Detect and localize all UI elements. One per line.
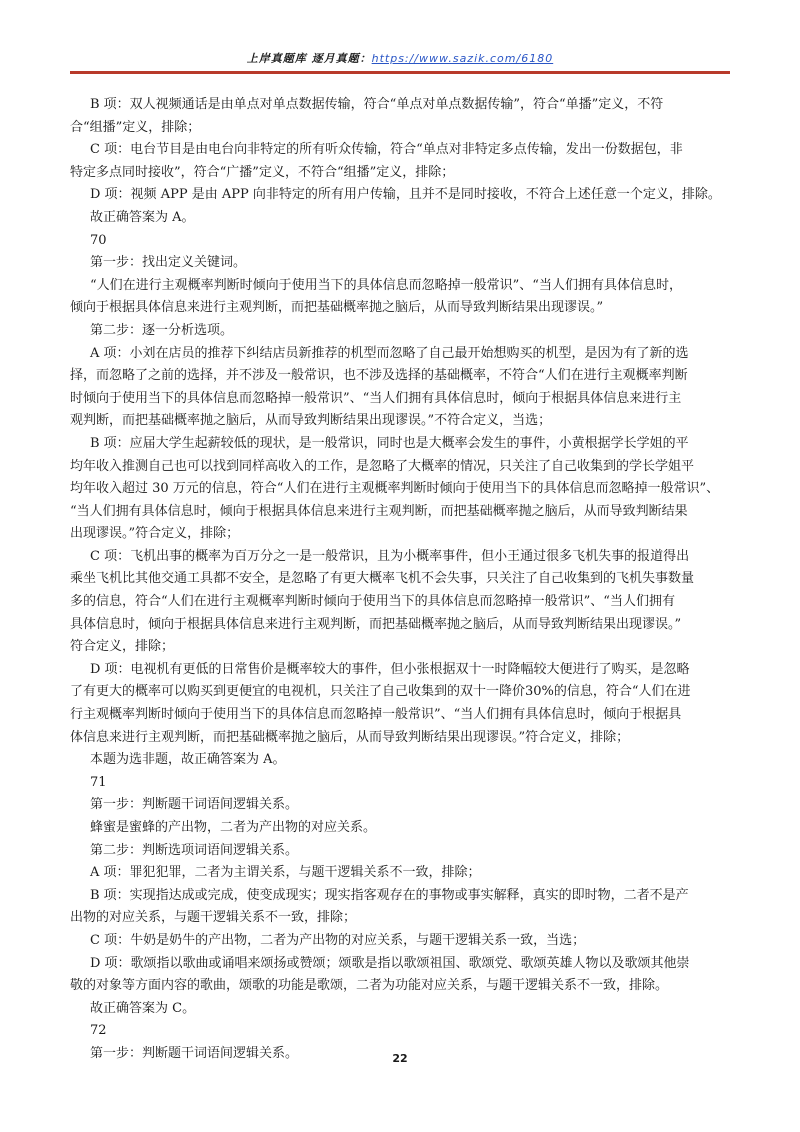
text-line: B 项：应届大学生起薪较低的现状，是一般常识，同时也是大概率会发生的事件，小黄根据学长学姐的平 <box>90 435 689 451</box>
text-line: D 项：电视机有更低的日常售价是概率较大的事件，但小张根据双十一时降幅较大便进行了购买，是忽略 <box>90 661 690 677</box>
text-line: “当人们拥有具体信息时，倾向于根据具体信息来进行主观判断，而把基础概率抛之脑后，从而导致判断结果 <box>70 503 688 519</box>
text-line: 蜂蜜是蜜蜂的产出物，二者为产出物的对应关系。 <box>90 820 377 835</box>
text-line: 敬的对象等方面内容的歌曲，颂歌的功能是歌颂，二者为功能对应关系，与题干逻辑关系不一致，排除。 <box>70 978 669 994</box>
text-line: 出现谬误。”符合定义，排除； <box>70 526 240 542</box>
text-line: 第一步：找出定义关键词。 <box>90 255 247 271</box>
text-line: 符合定义，排除； <box>70 639 175 655</box>
text-line: 了有更大的概率可以购买到更便宜的电视机，只关注了自己收集到的双十一降价30%的信息，符合“人们在进 <box>70 684 691 700</box>
text-line: B 项：双人视频通话是由单点对单点数据传输，符合“单点对单点数据传输”，符合“单播”定义，不符 <box>90 97 664 112</box>
text-line: C 项：飞机出事的概率为百万分之一是一般常识，且为小概率事件，但小王通过很多飞机失事的报道得出 <box>90 548 690 564</box>
text-line: 行主观概率判断时倾向于使用当下的具体信息而忽略掉一般常识”、“当人们拥有具体信息时，倾向于根据具 <box>70 707 682 723</box>
text-line: 择，而忽略了之前的选择，并不涉及一般常识，也不涉及选择的基础概率，不符合“人们在进行主观概率判断 <box>70 368 688 384</box>
text-line: A 项：罪犯犯罪，二者为主谓关系，与题干逻辑关系不一致，排除； <box>90 865 481 881</box>
text-line: 乘坐飞机比其他交通工具都不安全，是忽略了有更大概率飞机不会失事，只关注了自己收集到的飞机失事数量 <box>70 571 695 587</box>
text-line: 均年收入超过 30 万元的信息，符合“人们在进行主观概率判断时倾向于使用当下的具体信息而忽略掉一般常识”、 <box>70 481 720 497</box>
text-line: 体信息来进行主观判断，而把基础概率抛之脑后，从而导致判断结果出现谬误。”符合定义，排除； <box>70 729 630 745</box>
text-line: 均年收入推测自己也可以找到同样高收入的工作，是忽略了大概率的情况，只关注了自己收集到的学长学姐平 <box>70 458 695 474</box>
page-header <box>0 50 800 66</box>
text-line: D 项：视频 APP 是由 APP 向非特定的所有用户传输，且并不是同时接收，不符合上述任意一个定义，排除。 <box>90 187 721 203</box>
text-line: 故正确答案为 C。 <box>90 1000 196 1016</box>
text-line: 出物的对应关系，与题干逻辑关系不一致，排除； <box>70 910 357 926</box>
text-line: 故正确答案为 A。 <box>90 209 195 225</box>
text-line: 观判断，而把基础概率抛之脑后，从而导致判断结果出现谬误。”不符合定义，当选； <box>70 413 552 429</box>
document-body <box>70 94 730 1066</box>
text-line: C 项：电台节目是由电台向非特定的所有听众传输，符合“单点对非特定多点传输，发出一份数据包，非 <box>90 142 683 158</box>
header-divider <box>70 71 730 74</box>
text-line: D 项：歌颂指以歌曲或诵唱来颂扬或赞颂；颂歌是指以歌颂祖国、歌颂党、歌颂英雄人物以及歌颂其他崇 <box>90 955 690 971</box>
page-number: 22 <box>392 1052 408 1065</box>
text-line: 70 <box>90 232 107 248</box>
text-line: 第二步：判断选项词语间逻辑关系。 <box>90 842 299 858</box>
text-line: B 项：实现指达成或完成，使变成现实；现实指客观存在的事物或事实解释，真实的即时物，二者不是产 <box>90 887 689 903</box>
text-line: 71 <box>90 774 107 790</box>
text-line: 第二步：逐一分析选项。 <box>90 322 234 338</box>
text-line: 时倾向于使用当下的具体信息而忽略掉一般常识”、“当人们拥有具体信息时，倾向于根据具体信息来进行主 <box>70 390 682 406</box>
text-line: 倾向于根据具体信息来进行主观判断，而把基础概率抛之脑后，从而导致判断结果出现谬误。” <box>70 300 604 316</box>
text-line: 具体信息时，倾向于根据具体信息来进行主观判断，而把基础概率抛之脑后，从而导致判断结果出现谬误。” <box>70 616 682 632</box>
text-line: 特定多点同时接收”，符合“广播”定义，不符合“组播”定义，排除； <box>70 164 455 180</box>
text-line: 第一步：判断题干词语间逻辑关系。 <box>90 797 299 813</box>
header-link[interactable]: https://www.sazik.com/6180 <box>371 52 554 65</box>
text-line: A 项：小刘在店员的推荐下纠结店员新推荐的机型而忽略了自己最开始想购买的机型，是因为有了新的选 <box>90 345 689 361</box>
text-line: C 项：牛奶是奶牛的产出物，二者为产出物的对应关系，与题干逻辑关系一致，当选； <box>90 932 586 948</box>
text-line: 第一步：判断题干词语间逻辑关系。 <box>90 1045 299 1061</box>
text-line: 本题为选非题，故正确答案为 A。 <box>90 752 286 768</box>
text-line: 合“组播”定义，排除； <box>70 119 201 135</box>
text-line: “人们在进行主观概率判断时倾向于使用当下的具体信息而忽略掉一般常识”、“当人们拥有具体信息时， <box>90 277 682 293</box>
header-label: 上岸真题库 逐月真题： <box>246 52 372 65</box>
text-line: 多的信息，符合“人们在进行主观概率判断时倾向于使用当下的具体信息而忽略掉一般常识”、“当人们拥有 <box>70 594 675 610</box>
text-line: 72 <box>90 1023 107 1039</box>
